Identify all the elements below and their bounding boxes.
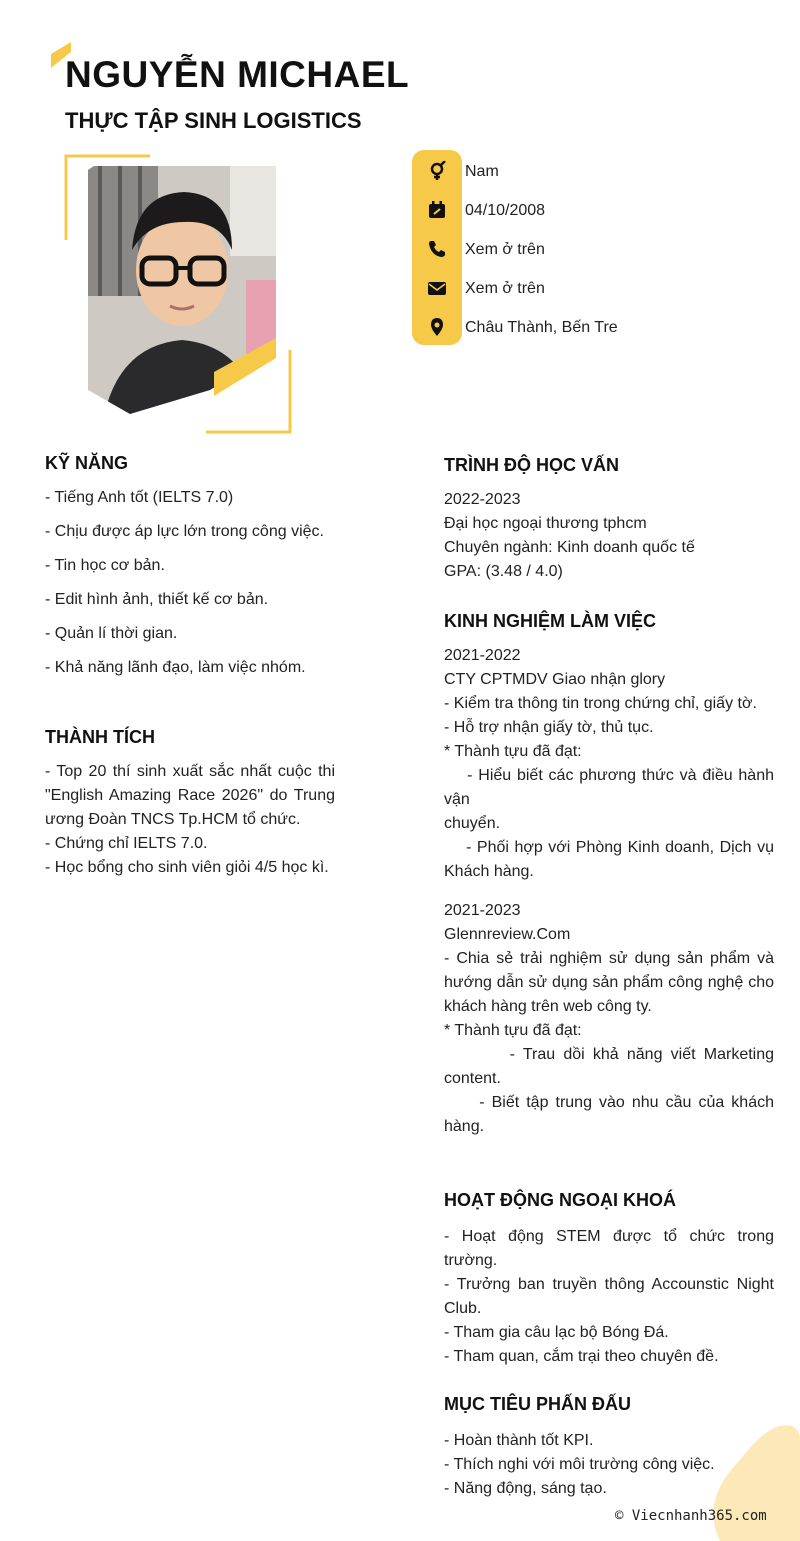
achievements-section xyxy=(45,727,335,880)
email-value: Xem ở trên xyxy=(465,280,545,297)
candidate-name: NGUYỄN MICHAEL xyxy=(65,54,410,95)
education-title: TRÌNH ĐỘ HỌC VẤN xyxy=(444,455,619,475)
job-entry xyxy=(444,644,779,884)
skill-item: - Tin học cơ bản. xyxy=(45,557,165,574)
achievement-item: - Học bổng cho sinh viên giỏi 4/5 học kì. xyxy=(45,859,329,876)
skill-item: - Khả năng lãnh đạo, làm việc nhóm. xyxy=(45,659,306,676)
job-line: - Kiểm tra thông tin trong chứng chỉ, giấy tờ. xyxy=(444,695,757,712)
job-line: - Hỗ trợ nhận giấy tờ, thủ tục. xyxy=(444,719,654,736)
skills-title: KỸ NĂNG xyxy=(45,453,129,473)
copyright-text: © Viecnhanh365.com xyxy=(615,1508,767,1524)
gender-value: Nam xyxy=(465,163,499,180)
info-icon-bar xyxy=(412,150,462,345)
goals-list xyxy=(444,1429,774,1501)
activities-section xyxy=(444,1190,774,1369)
goal-item: - Hoàn thành tốt KPI. xyxy=(444,1432,594,1449)
job-title: THỰC TẬP SINH LOGISTICS xyxy=(65,108,362,133)
job-line: * Thành tựu đã đạt: xyxy=(444,743,582,760)
education-school: Đại học ngoại thương tphcm xyxy=(444,515,647,532)
job-company: Glennreview.Com xyxy=(444,926,571,943)
job-company: CTY CPTMDV Giao nhận glory xyxy=(444,671,666,688)
education-section xyxy=(444,455,774,584)
skill-item: - Tiếng Anh tốt (IELTS 7.0) xyxy=(45,489,234,506)
achievement-item: - Chứng chỉ IELTS 7.0. xyxy=(45,835,208,852)
activity-item: - Tham gia câu lạc bộ Bóng Đá. xyxy=(444,1324,669,1341)
goals-title: MỤC TIÊU PHẤN ĐẤU xyxy=(444,1394,631,1414)
job-years: 2021-2023 xyxy=(444,902,521,919)
job-entry xyxy=(444,899,779,1139)
location-icon xyxy=(424,314,450,340)
job-line: - Phối hợp với Phòng Kinh doanh, Dịch vụ Khách hàng. xyxy=(444,839,779,880)
activities-title: HOẠT ĐỘNG NGOẠI KHOÁ xyxy=(444,1190,676,1210)
calendar-icon xyxy=(424,197,450,223)
address-value: Châu Thành, Bến Tre xyxy=(465,319,618,336)
job-line: * Thành tựu đã đạt: xyxy=(444,1022,582,1039)
skills-list xyxy=(45,486,335,680)
experience-title: KINH NGHIỆM LÀM VIỆC xyxy=(444,611,657,631)
gender-icon xyxy=(424,158,450,184)
skills-section xyxy=(45,453,335,690)
activities-list xyxy=(444,1225,774,1369)
job-line: - Trau dồi khả năng viết Marketing content. xyxy=(444,1046,779,1087)
job-line: - Chia sẻ trải nghiệm sử dụng sản phẩm và hướng dẫn sử dụng sản phẩm công nghệ cho khách hàng trên web công ty. xyxy=(444,950,774,1015)
education-major: Chuyên ngành: Kinh doanh quốc tế xyxy=(444,539,695,556)
achievements-title: THÀNH TÍCH xyxy=(45,727,155,747)
goal-item: - Thích nghi với môi trường công việc. xyxy=(444,1456,715,1473)
education-details xyxy=(444,488,774,584)
goals-section xyxy=(444,1394,774,1501)
phone-value: Xem ở trên xyxy=(465,241,545,258)
education-years: 2022-2023 xyxy=(444,491,521,508)
profile-photo xyxy=(60,150,300,440)
achievements-list xyxy=(45,760,335,880)
skill-item: - Chịu được áp lực lớn trong công việc. xyxy=(45,523,324,540)
goal-item: - Năng động, sáng tạo. xyxy=(444,1480,607,1497)
activity-item: - Hoạt động STEM được tổ chức trong trường. xyxy=(444,1228,774,1269)
achievement-item: - Top 20 thí sinh xuất sắc nhất cuộc thi "English Amazing Race 2026" do Trung ương Đoàn TNCS Tp.HCM tổ chức. xyxy=(45,763,335,828)
education-gpa: GPA: (3.48 / 4.0) xyxy=(444,563,563,580)
skill-item: - Quản lí thời gian. xyxy=(45,625,178,642)
experience-section xyxy=(444,611,779,1139)
phone-icon xyxy=(424,236,450,262)
job-years: 2021-2022 xyxy=(444,647,521,664)
email-icon xyxy=(424,275,450,301)
job-line: - Hiểu biết các phương thức và điều hành vận xyxy=(444,767,779,808)
skill-item: - Edit hình ảnh, thiết kế cơ bản. xyxy=(45,591,269,608)
activity-item: - Tham quan, cắm trại theo chuyên đề. xyxy=(444,1348,719,1365)
job-line: - Biết tập trung vào nhu cầu của khách hàng. xyxy=(444,1094,779,1135)
activity-item: - Trưởng ban truyền thông Accounstic Night Club. xyxy=(444,1276,774,1317)
job-line: chuyển. xyxy=(444,815,501,832)
birthdate-value: 04/10/2008 xyxy=(465,202,546,219)
